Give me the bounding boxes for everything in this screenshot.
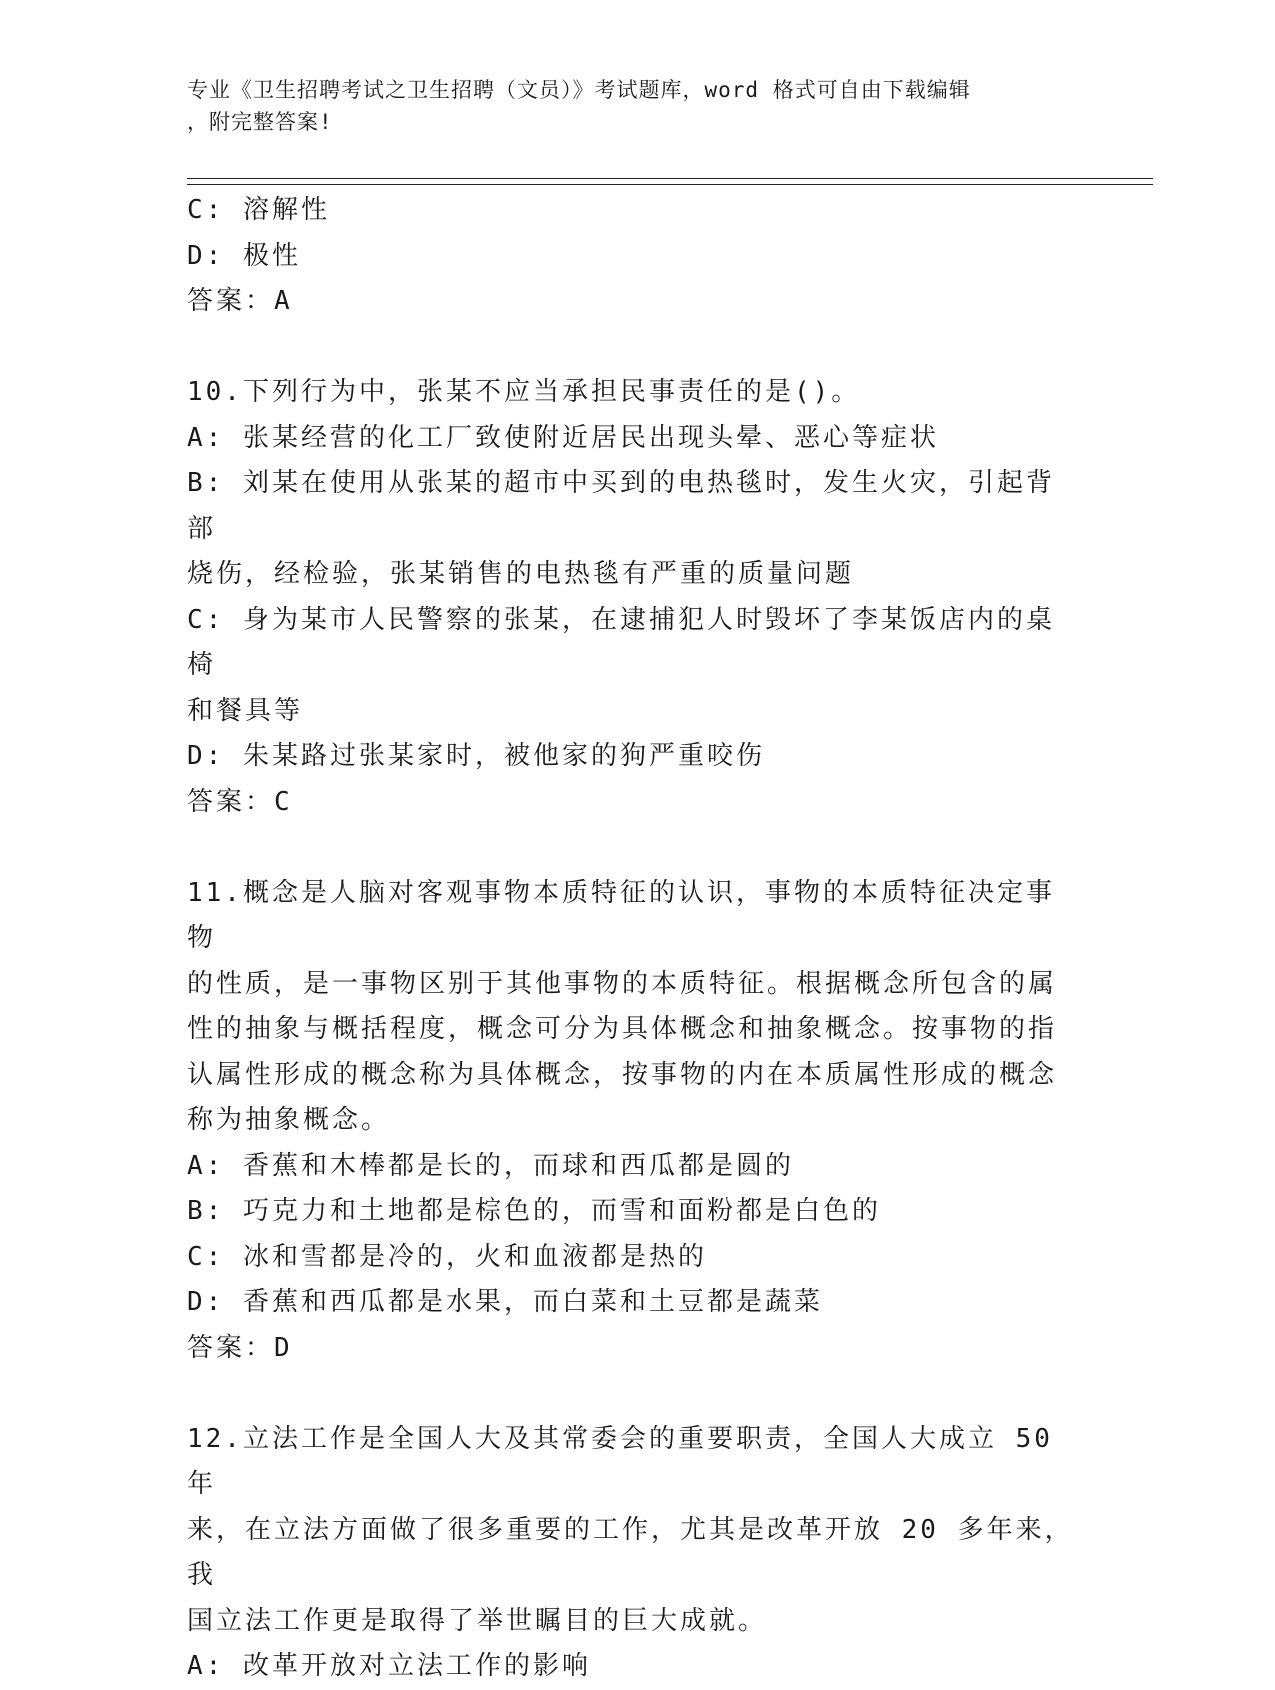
q11-option-a: A: 香蕉和木棒都是长的，而球和西瓜都是圆的 — [187, 1150, 794, 1181]
header-line-1: 专业《卫生招聘考试之卫生招聘（文员）》考试题库，word 格式可自由下载编辑 — [187, 78, 971, 102]
header-line-2: ，附完整答案! — [187, 110, 333, 134]
q9-option-c: C: 溶解性 — [187, 195, 330, 225]
question-12 — [187, 1417, 1077, 1690]
q9-answer: 答案：A — [187, 286, 293, 316]
q12-stem-line-3: 国立法工作更是取得了举世瞩目的巨大成就。 — [187, 1605, 768, 1636]
q10-option-a: A: 张某经营的化工厂致使附近居民出现头晕、恶心等症状 — [187, 422, 939, 453]
q11-stem-line-3: 性的抽象与概括程度，概念可分为具体概念和抽象概念。按事物的指 — [187, 1014, 1058, 1044]
q10-option-b-line-1: B: 刘某在使用从张某的超市中买到的电热毯时，发生火灾，引起背部 — [187, 468, 1055, 544]
spacer — [187, 825, 1077, 871]
q12-stem-line-2: 来，在立法方面做了很多重要的工作，尤其是改革开放 20 多年来，我 — [187, 1514, 1074, 1590]
q11-stem-line-5: 称为抽象概念。 — [187, 1105, 391, 1135]
q11-option-d: D: 香蕉和西瓜都是水果，而白菜和土豆都是蔬菜 — [187, 1287, 823, 1317]
question-9-tail — [187, 188, 1077, 325]
header-divider-top — [187, 178, 1153, 179]
q11-option-b: B: 巧克力和土地都是棕色的，而雪和面粉都是白色的 — [187, 1196, 881, 1226]
q10-stem: 10.下列行为中，张某不应当承担民事责任的是()。 — [187, 377, 861, 407]
q10-option-c-line-1: C: 身为某市人民警察的张某，在逮捕犯人时毁坏了李某饭店内的桌椅 — [187, 604, 1055, 680]
question-10 — [187, 370, 1077, 825]
question-11 — [187, 871, 1077, 1372]
page-header — [187, 74, 1067, 138]
q12-option-a: A: 改革开放对立法工作的影响 — [187, 1651, 591, 1681]
q10-option-b-line-2: 烧伤，经检验，张某销售的电热毯有严重的质量问题 — [187, 559, 855, 589]
q10-option-d: D: 朱某路过张某家时，被他家的狗严重咬伤 — [187, 741, 765, 771]
header-divider-bottom — [187, 184, 1153, 185]
q10-answer: 答案：C — [187, 786, 293, 817]
question-list — [187, 188, 1077, 1690]
q11-stem-line-4: 认属性形成的概念称为具体概念，按事物的内在本质属性形成的概念 — [187, 1059, 1058, 1090]
q9-option-d: D: 极性 — [187, 240, 301, 271]
q11-answer: 答案：D — [187, 1332, 293, 1363]
q12-stem-line-1: 12.立法工作是全国人大及其常委会的重要职责，全国人大成立 50 年 — [187, 1423, 1072, 1499]
q11-option-c: C: 冰和雪都是冷的，火和血液都是热的 — [187, 1241, 707, 1272]
q11-stem-line-1: 11.概念是人脑对客观事物本质特征的认识，事物的本质特征决定事物 — [187, 877, 1055, 953]
spacer — [187, 325, 1077, 371]
q11-stem-line-2: 的性质，是一事物区别于其他事物的本质特征。根据概念所包含的属 — [187, 968, 1058, 999]
q10-option-c-line-2: 和餐具等 — [187, 695, 304, 726]
spacer — [187, 1371, 1077, 1417]
